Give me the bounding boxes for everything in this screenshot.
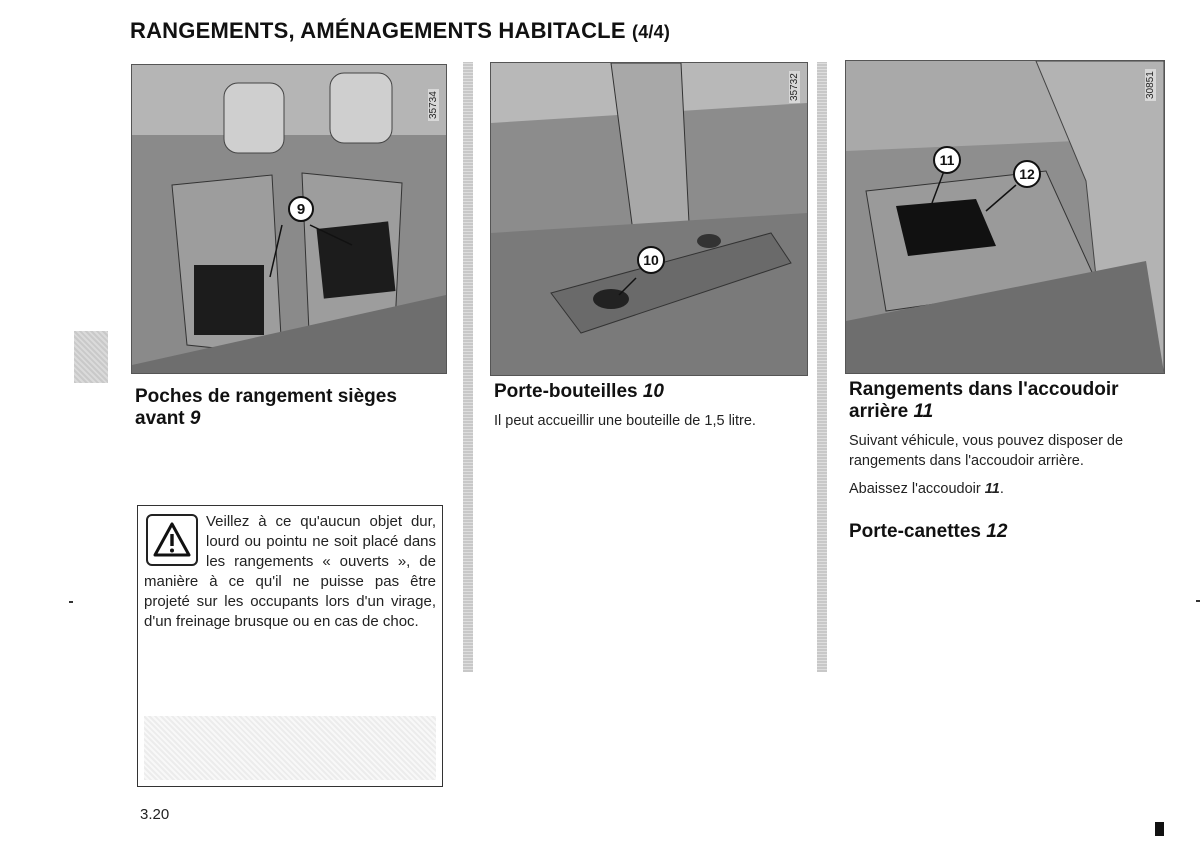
edge-marker-left bbox=[69, 601, 73, 603]
section-bottle-holder bbox=[494, 381, 806, 431]
edge-marker-right bbox=[1196, 600, 1200, 602]
callout-11 bbox=[932, 145, 962, 175]
warning-text: Veillez à ce qu'aucun objet dur, lourd ou pointu ne soit placé dans les rangements « ouverts », de manière à ce qu'il ne puisse pas être projeté sur les occupants lors d'un virage, d'un freinage brusque ou en cas de choc. bbox=[144, 513, 436, 630]
bottle-holder-illustration bbox=[491, 63, 807, 375]
warning-box bbox=[137, 505, 443, 787]
callout-label: 9 bbox=[296, 201, 306, 218]
section-heading bbox=[494, 381, 806, 403]
section-title: Poches de rangement sièges avant bbox=[135, 386, 397, 429]
callout-circle-icon bbox=[287, 195, 315, 223]
photo-reference-code: 30851 bbox=[1145, 71, 1156, 99]
column-divider bbox=[463, 62, 473, 672]
photo-armrest bbox=[845, 60, 1165, 374]
section-ref: 9 bbox=[189, 408, 201, 429]
note-text: Abaissez l'accoudoir bbox=[849, 481, 981, 497]
section-body: Suivant véhicule, vous pouvez disposer de rangements dans l'accoudoir arrière. bbox=[849, 433, 1124, 469]
callout-circle-icon bbox=[1012, 159, 1042, 189]
section-heading-can-holder bbox=[849, 521, 1167, 543]
section-title: Porte-canettes bbox=[849, 521, 981, 542]
callout-9 bbox=[287, 195, 315, 223]
section-heading bbox=[849, 379, 1167, 423]
callout-label: 12 bbox=[1019, 166, 1035, 182]
page-title-text: RANGEMENTS, AMÉNAGEMENTS HABITACLE bbox=[130, 18, 626, 43]
section-ref: 10 bbox=[642, 381, 664, 402]
warning-blank-area bbox=[144, 716, 436, 780]
callout-label: 11 bbox=[939, 152, 955, 168]
photo-reference-code: 35732 bbox=[789, 73, 800, 101]
warning-triangle-icon bbox=[152, 521, 192, 559]
note-suffix: . bbox=[999, 481, 1004, 497]
callout-circle-icon bbox=[932, 145, 962, 175]
chapter-tab bbox=[74, 331, 108, 383]
section-seat-pockets bbox=[135, 386, 450, 430]
section-ref: 11 bbox=[913, 401, 934, 422]
photo-reference-code: 35734 bbox=[428, 91, 439, 119]
page-title-suffix: (4/4) bbox=[632, 22, 671, 42]
section-body: Il peut accueillir une bouteille de 1,5 litre. bbox=[494, 413, 756, 429]
armrest-illustration bbox=[846, 61, 1164, 373]
column-divider bbox=[817, 62, 827, 672]
section-title: Porte-bouteilles bbox=[494, 381, 638, 402]
section-ref: 12 bbox=[986, 521, 1008, 542]
photo-bottle-holder bbox=[490, 62, 808, 376]
section-heading bbox=[135, 386, 450, 430]
photo-seat-pockets bbox=[131, 64, 447, 374]
warning-icon-frame bbox=[146, 514, 198, 566]
page-title bbox=[130, 18, 670, 44]
callout-circle-icon bbox=[636, 245, 666, 275]
corner-marker bbox=[1155, 822, 1164, 836]
page-number: 3.20 bbox=[140, 806, 170, 823]
section-title: Rangements dans l'accoudoir arrière bbox=[849, 379, 1119, 422]
note-ref: 11 bbox=[984, 481, 1000, 497]
section-armrest bbox=[849, 379, 1167, 543]
callout-label: 10 bbox=[643, 252, 659, 268]
section-note bbox=[849, 479, 1167, 499]
callout-10 bbox=[636, 245, 666, 275]
callout-12 bbox=[1012, 159, 1042, 189]
